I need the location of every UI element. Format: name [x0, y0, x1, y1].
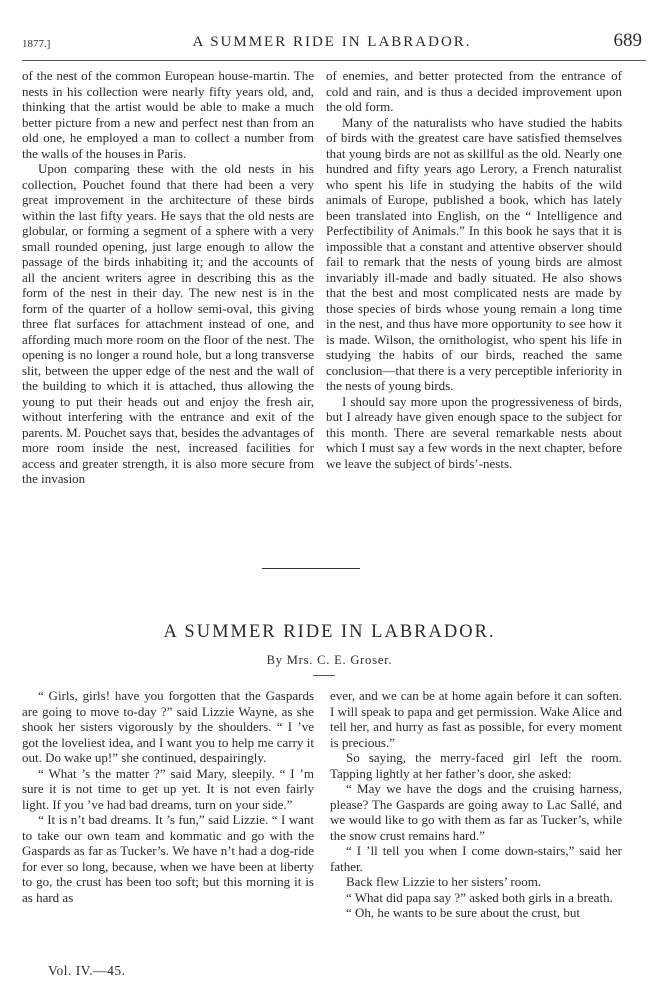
- byline: By Mrs. C. E. Groser.: [266, 653, 393, 667]
- header-rule: [22, 60, 646, 61]
- paragraph: “ Girls, girls! have you forgotten that the Gaspards are going to move to-day ?” said Lizzie Wayne, as she shook her sisters vigorously by the shoulders. “ I ’ve got the loveliest idea, and I want you to help me carry it out. Do wake up!” she continued, despairingly.: [22, 688, 314, 765]
- paragraph: “ What did papa say ?” asked both girls in a breath.: [346, 889, 613, 905]
- article-right-column: [330, 688, 622, 921]
- paragraph: of the nest of the common European house-martin. The nests in his collection were nearly fifty years old, and, thinking that the artist would be able to make a much better picture from a new and perfect nest than from an old one, he employed a man to collect a number from the walls of the houses in Paris.: [22, 68, 314, 161]
- paragraph: I should say more upon the progressiveness of birds, but I already have given enough space to the subject for this month. There are several remarkable nests about which I must say a few words in the next chapter, before we leave the subject of birds’-nests.: [326, 393, 622, 471]
- prev-article-left-column: [22, 68, 314, 487]
- header-date: 1877.]: [22, 38, 51, 50]
- prev-article-right-column: [326, 68, 622, 471]
- signature-mark: Vol. IV.—45.: [48, 963, 126, 978]
- paragraph: Many of the naturalists who have studied the habits of birds with the greatest care have satisfied themselves that young birds are not as skillful as the old. Nearly one hundred and fifty years ago Lerory, a French naturalist who spent his life in studying the habits of the wild animals of Europe, published a book, which has lately been translated into English, on the “ Intelligence and Perfectibility of Animals.” In this book he says that it is impossible that a constant and attentive observer should fail to remark that the nests of young birds are almost invariably ill-made and badly situated. He also shows that the best and most complicated nests are made by those species of birds whose young remain a long time in the nest, and thus have more opportunity to see how it is made. Wilson, the ornithologist, who spent his life in studying the habits of our birds, reached the same conclusion—that there is a very perceptible inferiority in the nests of young birds.: [326, 114, 622, 393]
- byline-rule: [313, 675, 335, 676]
- page-number: 689: [613, 30, 642, 51]
- paragraph: “ It is n’t bad dreams. It ’s fun,” said Lizzie. “ I want to take our own team and kommatic and go with the Gaspards as far as Tucker’s. We have n’t had a dog-ride for ever so long, because, when we have been at liberty to go, the crust has been too soft; but this morning it is as hard as: [22, 812, 314, 905]
- paragraph: ever, and we can be at home again before it can soften. I will speak to papa and get permission. Wake Alice and tell her, and hurry as fast as possible, for every moment is precious.”: [330, 688, 622, 750]
- running-title: A SUMMER RIDE IN LABRADOR.: [192, 34, 472, 50]
- article-title: A SUMMER RIDE IN LABRADOR.: [163, 622, 496, 642]
- paragraph: “ What ’s the matter ?” said Mary, sleepily. “ I ’m sure it is not time to get up yet. It is not even fairly light. If you ’ve had bad dreams, turn on your side.”: [22, 765, 314, 812]
- section-divider: [262, 568, 360, 569]
- paragraph: Back flew Lizzie to her sisters’ room.: [346, 874, 542, 889]
- paragraph: So saying, the merry-faced girl left the room. Tapping lightly at her father’s door, she asked:: [330, 750, 622, 781]
- running-header: [22, 30, 642, 54]
- paragraph: “ I ’ll tell you when I come down-stairs,” said her father.: [330, 843, 622, 874]
- paragraph: “ Oh, he wants to be sure about the crust, but: [346, 905, 580, 920]
- paragraph: Upon comparing these with the old nests in his collection, Pouchet found that there had been a very great improvement in the architecture of these birds within the last fifty years. He says that the old nests are globular, or forming a segment of a sphere with a very small rounded opening, just large enough to allow the passage of the birds inhabiting it; and the accounts of all the ancient writers agree in describing this as the form of the nest in their day. The new nest is in the form of the quarter of a hollow semi-oval, this giving three flat surfaces for attachment instead of one, and affording much more room on the floor of the nest. The opening is no longer a round hole, but a long transverse slit, between the upper edge of the nest and the wall of the building to which it is attached, thus allowing the young to put their heads out and enjoy the fresh air, without interfering with the entrance and exit of the parents. M. Pouchet says that, besides the advantages of more room inside the nest, increased facilities for access and greater strength, it is also more secure from the invasion: [22, 161, 314, 486]
- paragraph: of enemies, and better protected from the entrance of cold and rain, and is thus a decided improvement upon the old form.: [326, 68, 622, 114]
- paragraph: “ May we have the dogs and the cruising harness, please? The Gaspards are going away to Lac Sallé, and we would like to go with them as far as Tucker’s, while the snow crust remains hard.”: [330, 781, 622, 843]
- article-left-column: [22, 688, 314, 905]
